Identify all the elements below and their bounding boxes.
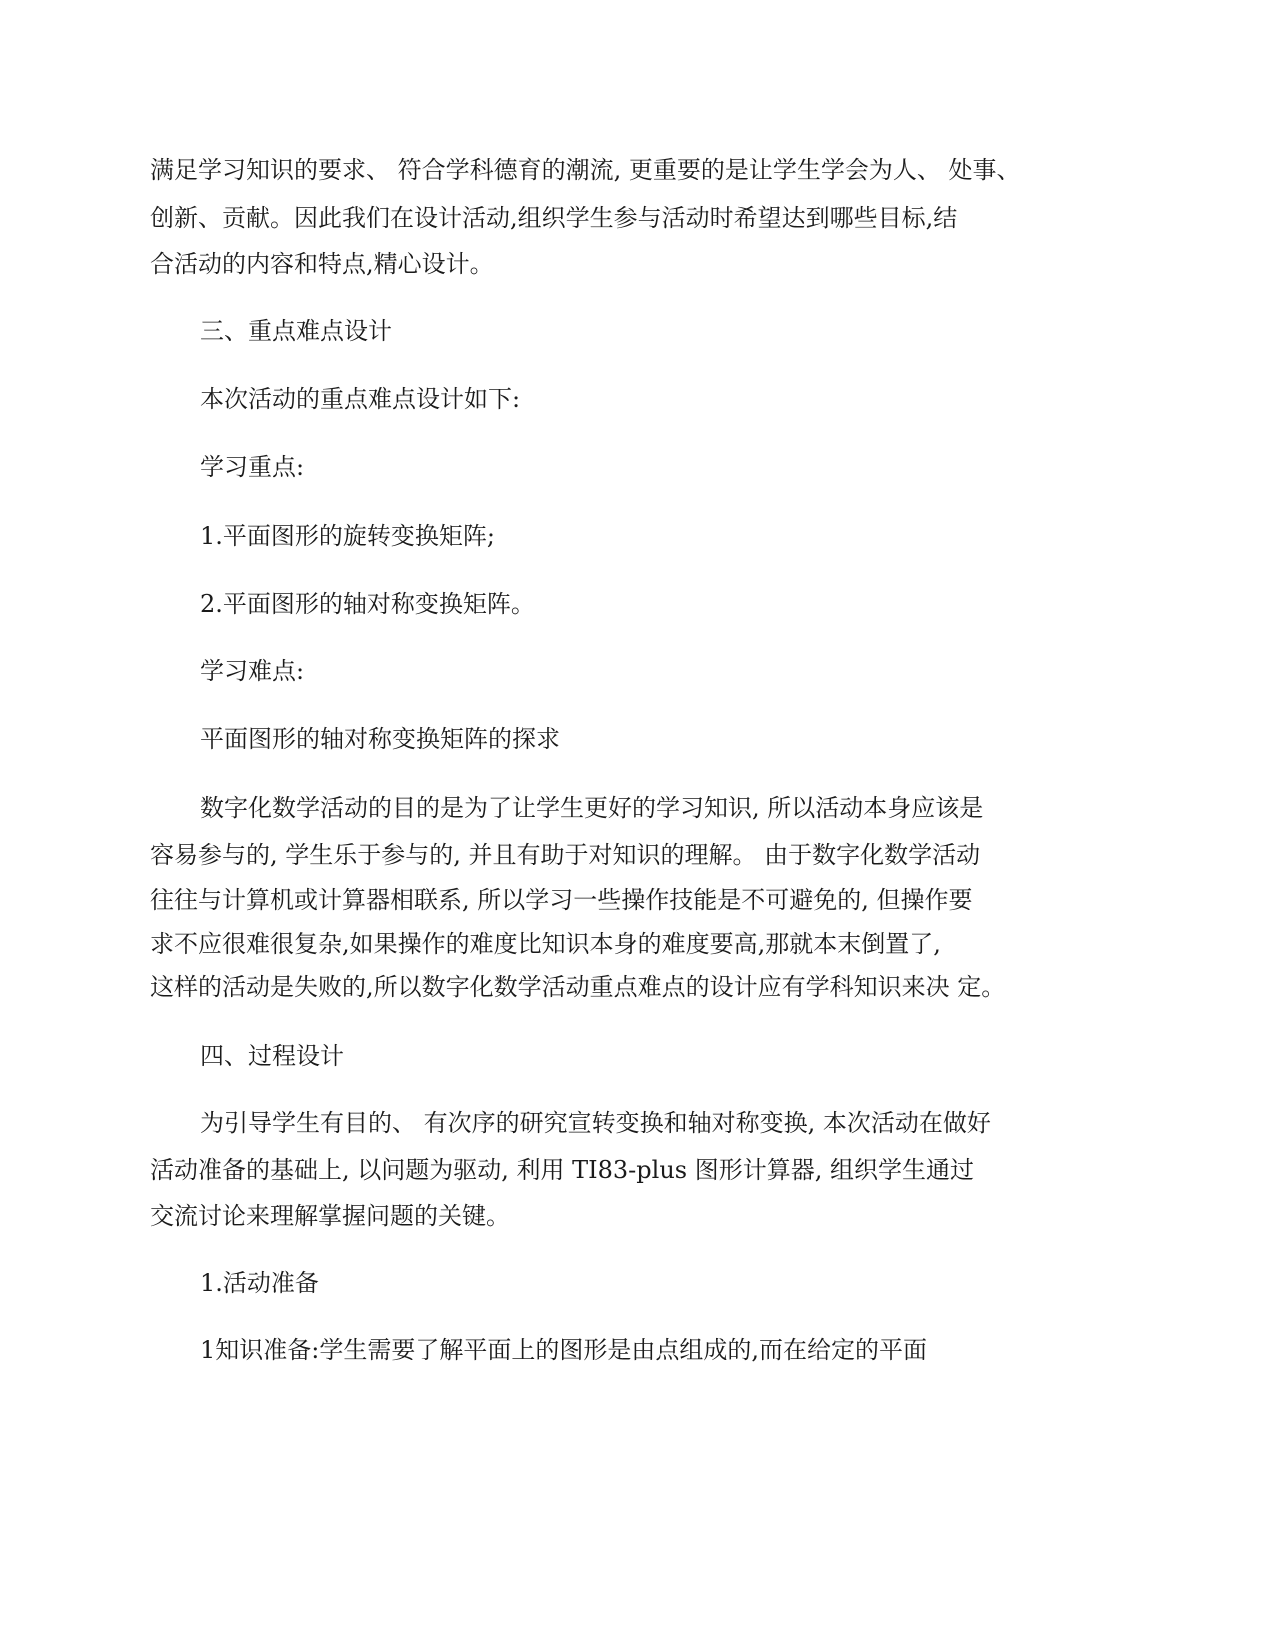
subheading: 学习重点: [200, 453, 305, 481]
paragraph-line: 1知识准备:学生需要了解平面上的图形是由点组成的,而在给定的平面 [200, 1336, 927, 1364]
subheading: 学习难点: [200, 657, 305, 685]
paragraph-line: 往往与计算机或计算器相联系, 所以学习一些操作技能是不可避免的, 但操作要 [150, 886, 973, 914]
list-item: 1.平面图形的旋转变换矩阵; [200, 522, 495, 550]
paragraph-line: 求不应很难很复杂,如果操作的难度比知识本身的难度要高,那就本末倒置了, [150, 930, 941, 958]
section-heading: 三、重点难点设计 [200, 317, 392, 345]
section-heading: 四、过程设计 [200, 1042, 344, 1070]
paragraph-line: 创新、贡献。因此我们在设计活动,组织学生参与活动时希望达到哪些目标,结 [150, 204, 958, 232]
paragraph-line: 满足学习知识的要求、 符合学科德育的潮流, 更重要的是让学生学会为人、 处事、 [150, 156, 1021, 184]
paragraph-line: 交流讨论来理解掌握问题的关键。 [150, 1202, 510, 1230]
paragraph-line: 本次活动的重点难点设计如下: [200, 385, 521, 413]
paragraph-line: 平面图形的轴对称变换矩阵的探求 [200, 725, 560, 753]
list-item: 2.平面图形的轴对称变换矩阵。 [200, 590, 535, 618]
paragraph-line: 为引导学生有目的、 有次序的研究宣转变换和轴对称变换, 本次活动在做好 [200, 1109, 991, 1137]
paragraph-line: 合活动的内容和特点,精心设计。 [150, 250, 494, 278]
paragraph-line: 活动准备的基础上, 以问题为驱动, 利用 TI83-plus 图形计算器, 组织学生通过 [150, 1156, 974, 1184]
paragraph-line: 这样的活动是失败的,所以数字化数学活动重点难点的设计应有学科知识来决 定。 [150, 973, 1006, 1001]
paragraph-line: 容易参与的, 学生乐于参与的, 并且有助于对知识的理解。 由于数字化数学活动 [150, 841, 981, 869]
paragraph-line: 数字化数学活动的目的是为了让学生更好的学习知识, 所以活动本身应该是 [200, 794, 984, 822]
subheading: 1.活动准备 [200, 1269, 319, 1297]
